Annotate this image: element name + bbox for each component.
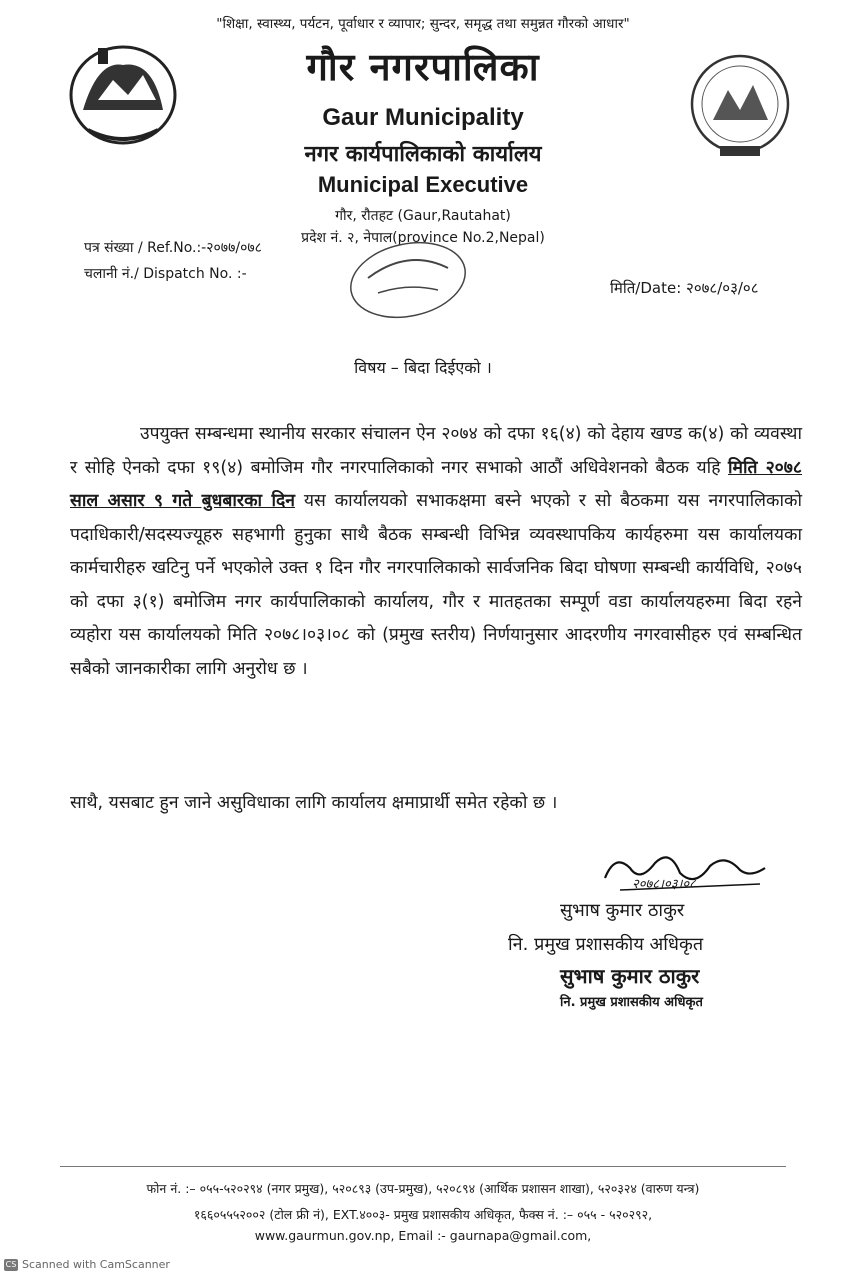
stamp-name: सुभाष कुमार ठाकुर — [560, 964, 700, 988]
dispatch-number: चलानी नं./ Dispatch No. :- — [84, 266, 247, 282]
subject-line: विषय – बिदा दिईएको । — [354, 358, 492, 377]
closing-line: साथै, यसबाट हुन जाने असुविधाका लागि कार्यालय क्षमाप्रार्थी समेत रहेको छ । — [70, 793, 558, 813]
stamp-title: नि. प्रमुख प्रशासकीय अधिकृत — [560, 995, 703, 1010]
address-line-2: प्रदेश नं. २, नेपाल(province No.2,Nepal) — [301, 230, 545, 246]
title-nepali: गौर नगरपालिका — [306, 45, 540, 89]
reference-number: पत्र संख्या / Ref.No.:-२०७७/०७८ — [84, 240, 262, 256]
office-nepali: नगर कार्यपालिकाको कार्यालय — [304, 142, 542, 167]
body-highlight: मिति २०७८ साल असार ९ गते बुधबारका दिन — [70, 457, 802, 511]
footer-web-email: www.gaurmun.gov.np, Email :- gaurnapa@gmail.com, — [254, 1228, 592, 1243]
footer-divider — [60, 1166, 786, 1167]
motto: "शिक्षा, स्वास्थ्य, पर्यटन, पूर्वाधार र व्यापार; सुन्दर, समृद्ध तथा समुन्नत गौरको आधार" — [216, 16, 630, 32]
scanner-text: Scanned with CamScanner — [22, 1258, 170, 1271]
address-line-1: गौर, रौतहट (Gaur,Rautahat) — [335, 208, 511, 224]
camscanner-icon: CS — [5, 1259, 17, 1269]
signatory-name: सुभाष कुमार ठाकुर — [560, 900, 685, 921]
letter-body — [70, 418, 802, 686]
title-english: Gaur Municipality — [322, 104, 524, 131]
scanner-watermark — [4, 1258, 170, 1271]
footer-phones: फोन नं. :– ०५५-५२०२९४ (नगर प्रमुख), ५२०८९३ (उप-प्रमुख), ५२०८९४ (आर्थिक प्रशासन शाखा), ५२०३२४ (वारुण यन्त्र) — [146, 1181, 700, 1196]
body-part-1: उपयुक्त सम्बन्धमा स्थानीय सरकार संचालन ऐन २०७४ को दफा १६(४) को देहाय खण्ड क(४) को व्यवस्था र सोहि ऐनको दफा १९(४) बमोजिम गौर नगरपालिकाको नगर सभाको आठौं अधिवेशनको बैठक यहि — [70, 424, 802, 478]
signatory-title: नि. प्रमुख प्रशासकीय अधिकृत — [508, 934, 704, 955]
footer-tollfree: १६६०५५५२००२ (टोल फ्री नं), EXT.४००३- प्रमुख प्रशासकीय अधिकृत, फैक्स नं. :– ०५५ - ५२०२९२, — [193, 1207, 653, 1222]
office-english: Municipal Executive — [317, 172, 529, 197]
body-part-2: यस कार्यालयको सभाकक्षमा बस्ने भएको र सो बैठकमा यस नगरपालिकाको पदाधिकारी/सदस्यज्यूहरु सहभागी हुनुका साथै बैठक सम्बन्धी विभिन्न व्यवस्थापकिय कार्यहरुमा यस कार्यालयका कार्मचारीहरु खटिनु पर्ने भएकोले उक्त १ दिन गौर नगरपालिकाको सार्वजनिक बिदा घोषणा सम्बन्धी कार्यविधि, २०७५ को दफा ३(१) बमोजिम नगर कार्यपालिकाको कार्यालय, गौर र मातहतका सम्पूर्ण वडा कार्यालयहरुमा बिदा रहने व्यहोरा यस कार्यालयको मिति २०७८।०३।०८ को (प्रमुख स्तरीय) निर्णयानुसार आदरणीय नगरवासीहरु एवं सम्बन्धित सबैको जानकारीका लागि अनुरोध छ । — [70, 491, 802, 679]
handwritten-date: २०७८।०३।०८ — [632, 877, 696, 892]
letter-date: मिति/Date: २०७८/०३/०८ — [610, 279, 759, 297]
office-stamp-icon — [338, 238, 478, 332]
